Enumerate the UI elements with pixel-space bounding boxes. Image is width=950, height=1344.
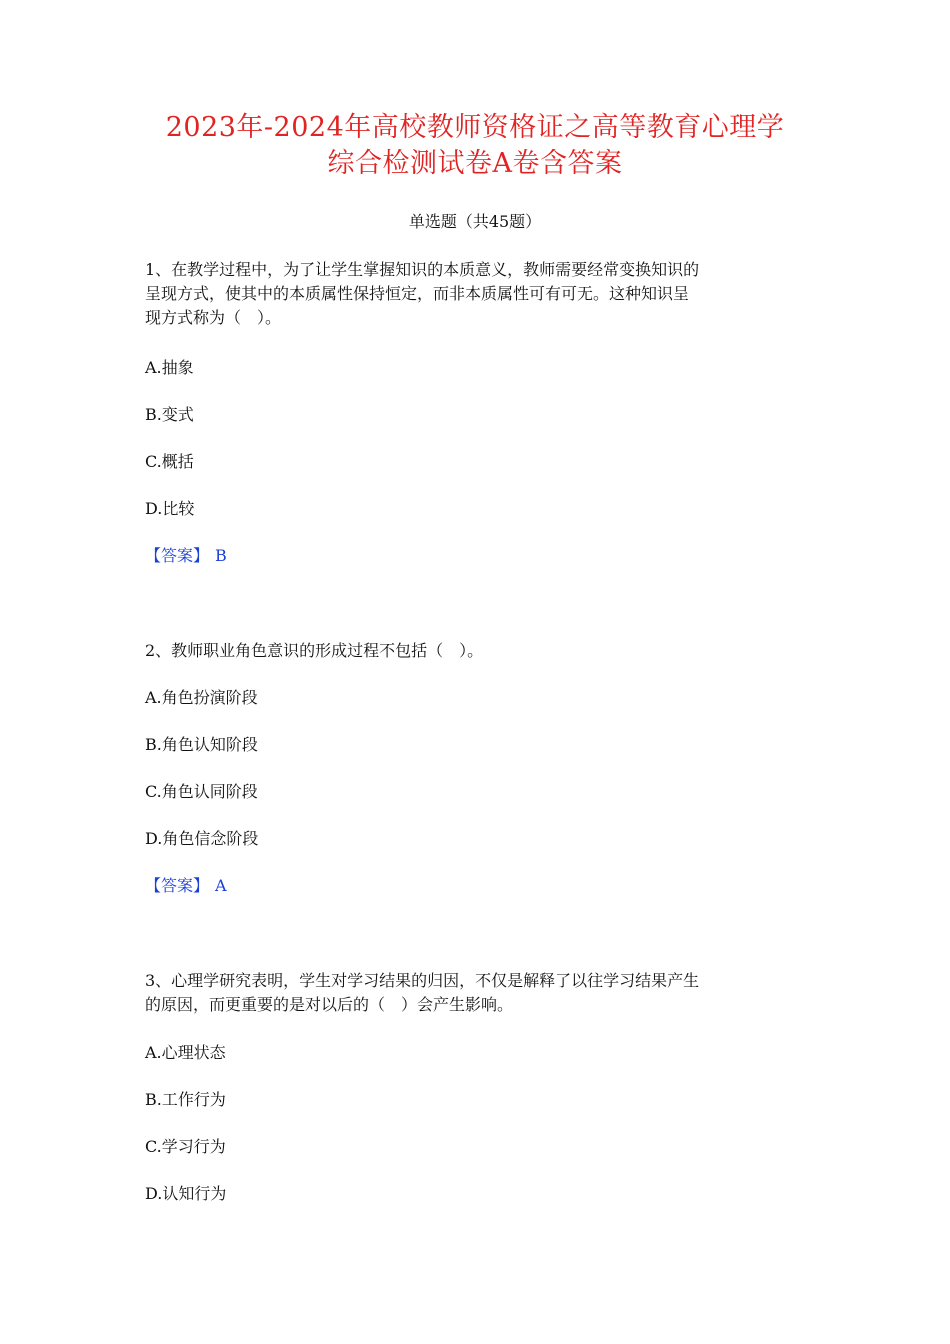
question-1-option-b: B.变式 — [145, 405, 194, 424]
section-heading: 单选题（共45题） — [408, 212, 542, 231]
question-3-line-2: 的原因，而更重要的是对以后的（ ）会产生影响。 — [145, 995, 514, 1014]
question-1-answer — [145, 544, 227, 568]
question-1-option-a: A.抽象 — [145, 358, 194, 377]
question-2-stem — [145, 639, 815, 663]
question-2-option-a: A.角色扮演阶段 — [145, 688, 258, 707]
question-3-line-1: 3、心理学研究表明，学生对学习结果的归因，不仅是解释了以往学习结果产生 — [145, 971, 700, 990]
document-title-line-1: 2023年-2024年高校教师资格证之高等教育心理学 — [165, 112, 785, 143]
answer-value: A — [215, 876, 227, 895]
question-2-option-c: C.角色认同阶段 — [145, 782, 258, 801]
question-3-option-c: C.学习行为 — [145, 1137, 226, 1156]
question-3-stem — [145, 969, 815, 1017]
question-2-option-b: B.角色认知阶段 — [145, 735, 258, 754]
question-3-option-d: D.认知行为 — [145, 1184, 227, 1203]
question-3-option-b: B.工作行为 — [145, 1090, 226, 1109]
question-2-answer — [145, 874, 227, 898]
question-1-option-d: D.比较 — [145, 499, 195, 518]
answer-tag: 【答案】 — [145, 546, 210, 565]
document-title-line-2: 综合检测试卷A卷含答案 — [327, 148, 623, 179]
question-1-stem — [145, 258, 815, 330]
question-1-line-1: 1、在教学过程中，为了让学生掌握知识的本质意义，教师需要经常变换知识的 — [145, 260, 700, 279]
question-2-line-1: 2、教师职业角色意识的形成过程不包括（ ）。 — [145, 641, 484, 660]
answer-value: B — [215, 546, 227, 565]
question-1-line-2: 呈现方式，使其中的本质属性保持恒定，而非本质属性可有可无。这种知识呈 — [145, 284, 690, 303]
answer-tag: 【答案】 — [145, 876, 210, 895]
question-3-option-a: A.心理状态 — [145, 1043, 226, 1062]
question-2-option-d: D.角色信念阶段 — [145, 829, 259, 848]
question-1-line-3: 现方式称为（ ）。 — [145, 308, 282, 327]
question-1-option-c: C.概括 — [145, 452, 194, 471]
